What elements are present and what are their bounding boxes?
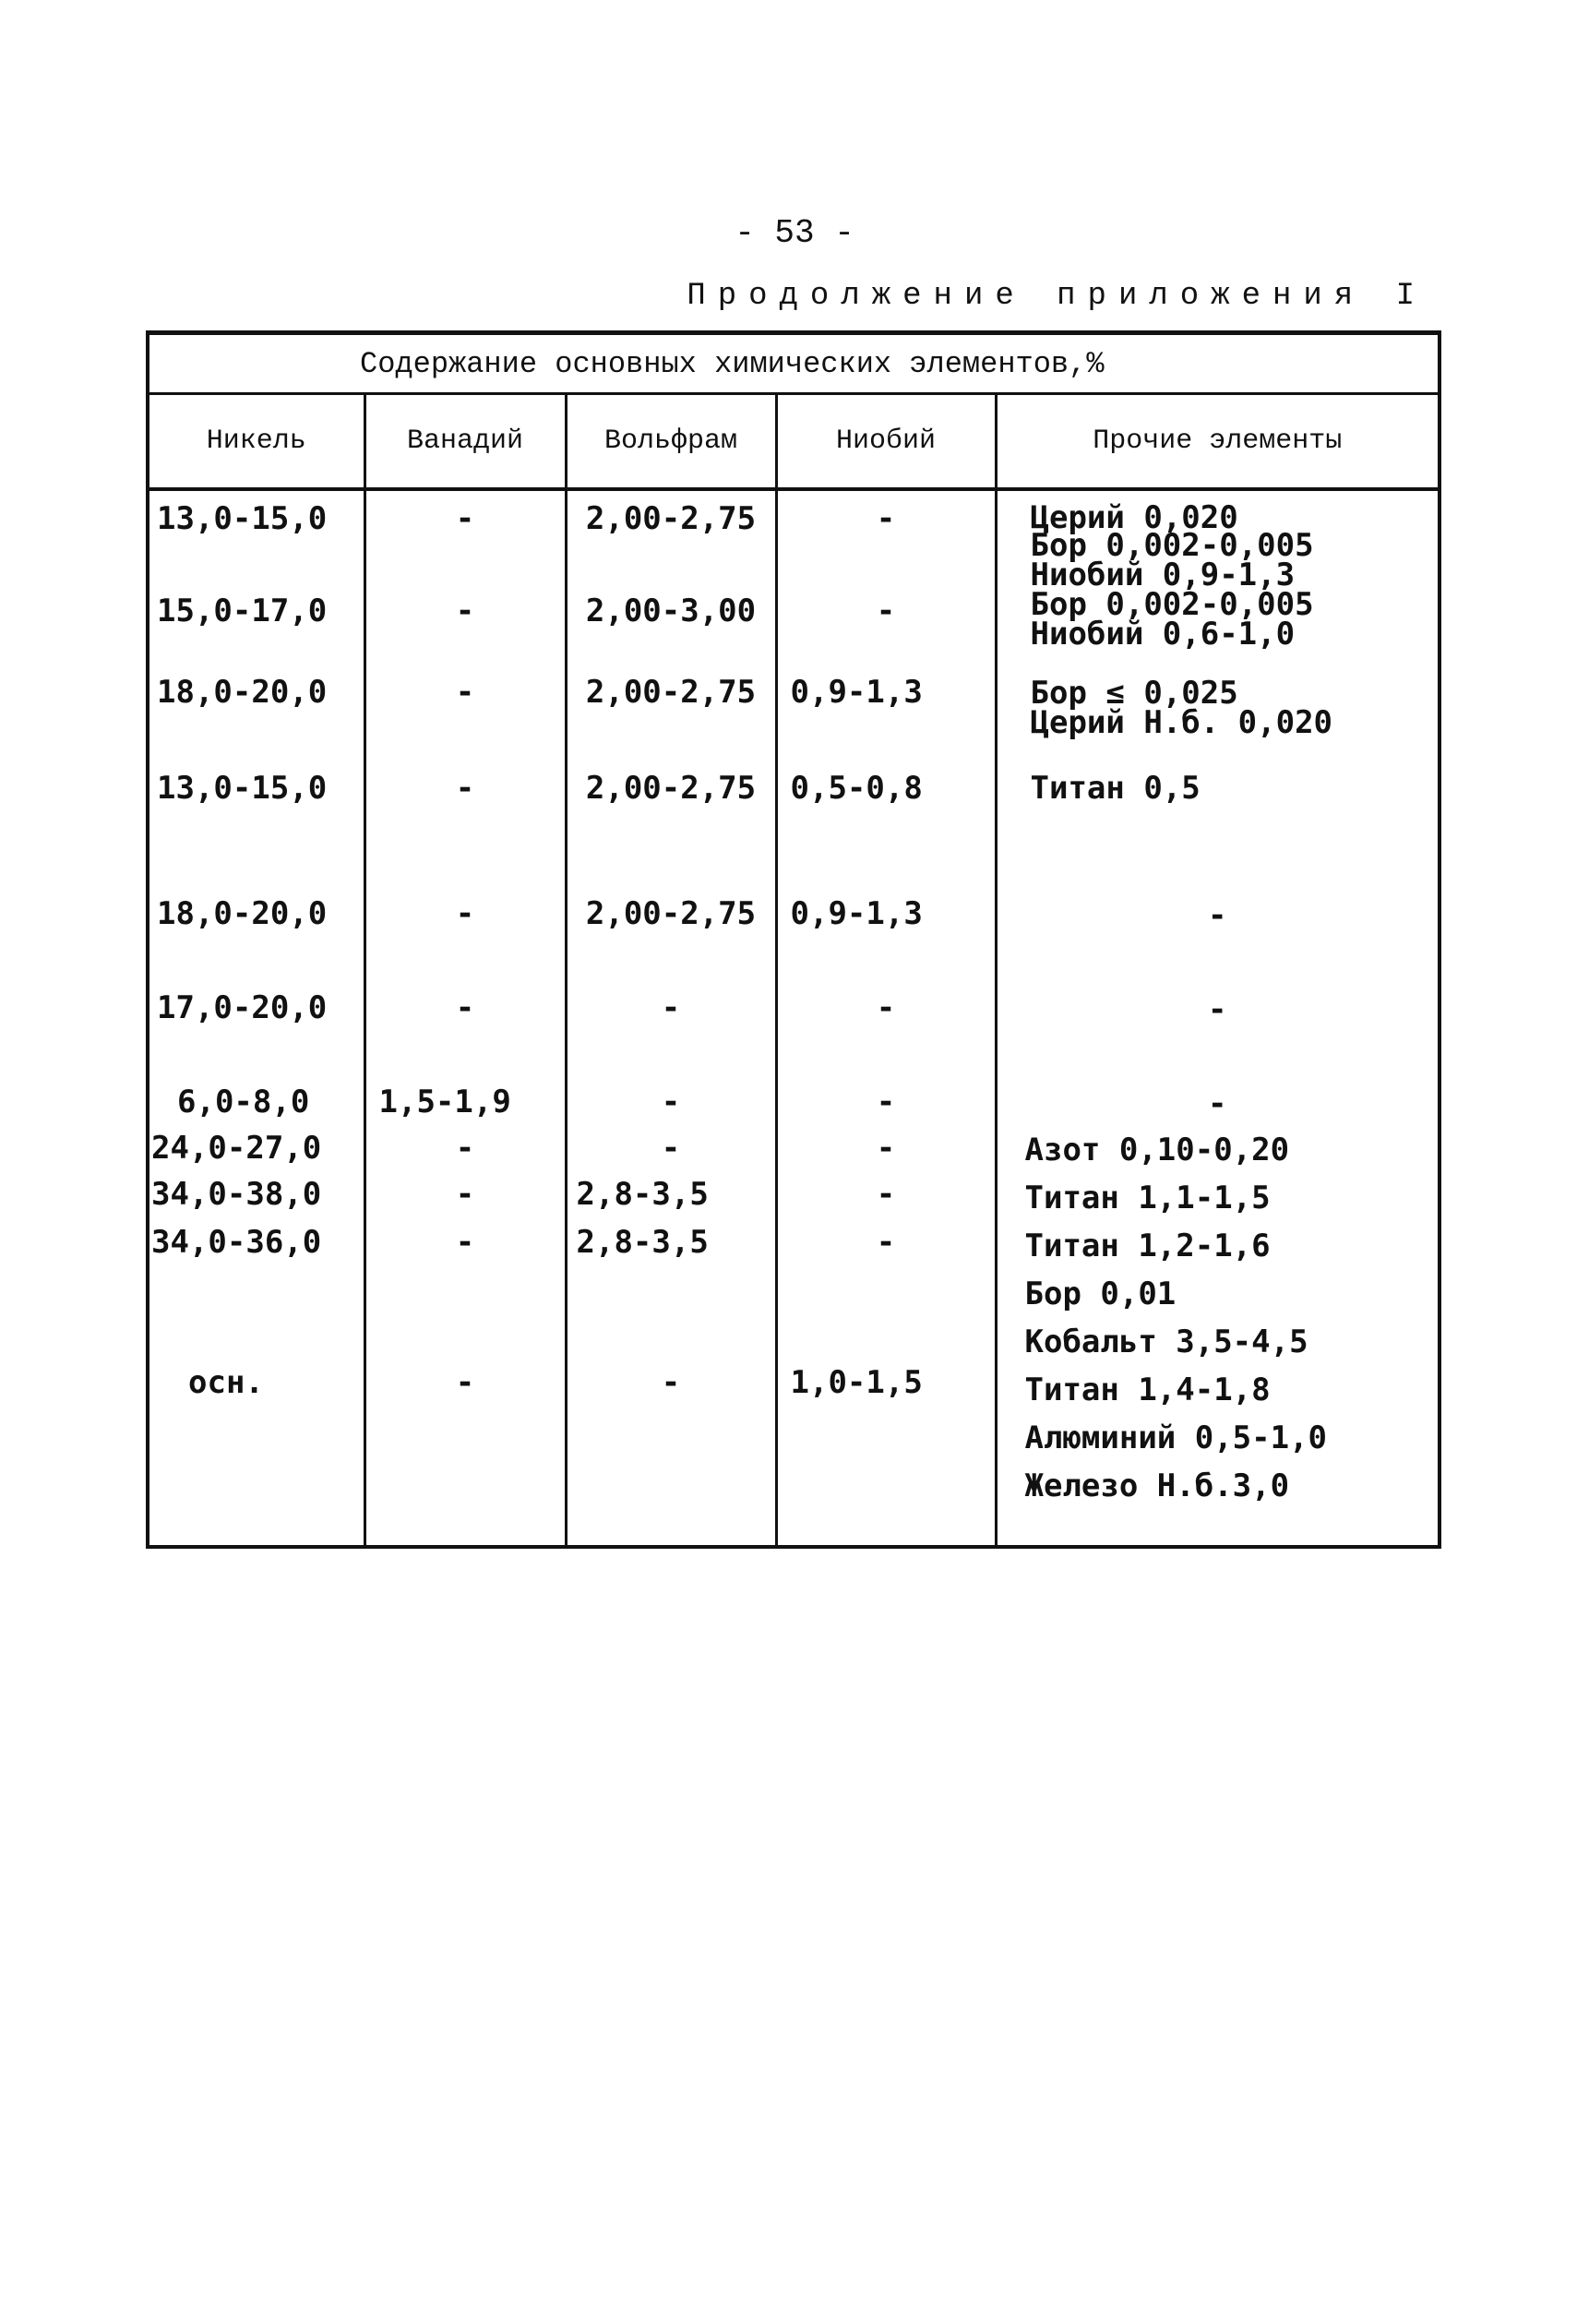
table-cell-niobium: 0,5-0,8 [790, 770, 923, 807]
table-cell-nickel: 17,0-20,0 [157, 989, 328, 1026]
table-cell-other: - [1208, 897, 1227, 934]
column-header-nickel: Никель [148, 394, 364, 490]
table-cell-tungsten: 2,00-2,75 [585, 674, 757, 711]
table-cell-tungsten: - [661, 989, 681, 1026]
table-cell-other: Титан 1,4-1,8 [1024, 1372, 1271, 1408]
table-cell-other: Азот 0,10-0,20 [1024, 1132, 1290, 1168]
table-cell-other: Бор 0,002-0,005 [1030, 527, 1314, 564]
table-cell-tungsten: - [661, 1364, 681, 1401]
table-cell-niobium: 0,9-1,3 [790, 674, 923, 711]
table-cell-other: Железо Н.б.3,0 [1024, 1467, 1290, 1504]
column-header-tungsten: Вольфрам [566, 394, 776, 490]
tungsten-column [566, 489, 776, 1547]
table-cell-niobium: - [876, 593, 896, 629]
table-cell-nickel: 6,0-8,0 [177, 1084, 310, 1120]
table-cell-niobium: - [876, 989, 896, 1026]
other-elements-column [996, 489, 1440, 1547]
column-header-vanadium: Ванадий [364, 394, 566, 490]
continuation-heading: Продолжение приложения I [687, 279, 1427, 314]
table-cell-nickel: осн. [188, 1364, 264, 1401]
table-cell-other: Ниобий 0,6-1,0 [1030, 616, 1296, 653]
table-cell-nickel: 24,0-27,0 [151, 1130, 322, 1167]
table-cell-vanadium: 1,5-1,9 [378, 1084, 511, 1120]
table-cell-other: Бор 0,01 [1024, 1276, 1177, 1312]
table-caption: Содержание основных химических элементов,% [148, 333, 1440, 394]
table-cell-niobium: - [876, 1130, 896, 1167]
niobium-column [776, 489, 996, 1547]
table-cell-other: Бор 0,002-0,005 [1030, 586, 1314, 623]
vanadium-column [364, 489, 566, 1547]
table-cell-tungsten: 2,8-3,5 [576, 1176, 709, 1213]
table-cell-nickel: 13,0-15,0 [157, 770, 328, 807]
table-cell-other: Алюминий 0,5-1,0 [1024, 1420, 1328, 1456]
table-cell-vanadium: - [455, 500, 475, 537]
table-cell-nickel: 15,0-17,0 [157, 593, 328, 629]
table-cell-vanadium: - [455, 989, 475, 1026]
table-cell-other: Кобальт 3,5-4,5 [1024, 1324, 1308, 1360]
table-cell-vanadium: - [455, 674, 475, 711]
table-cell-vanadium: - [455, 895, 475, 932]
table-cell-niobium: - [876, 1224, 896, 1261]
table-cell-nickel: 13,0-15,0 [157, 500, 328, 537]
page-number: - 53 - [735, 214, 854, 252]
table-cell-nickel: 18,0-20,0 [157, 895, 328, 932]
table-cell-nickel: 18,0-20,0 [157, 674, 328, 711]
table-cell-vanadium: - [455, 770, 475, 807]
table-cell-other: Титан 0,5 [1030, 770, 1201, 807]
table-cell-vanadium: - [455, 1224, 475, 1261]
nickel-column [148, 489, 364, 1547]
table-cell-nickel: 34,0-36,0 [151, 1224, 322, 1261]
table-cell-niobium: - [876, 1084, 896, 1120]
table-cell-tungsten: - [661, 1084, 681, 1120]
table-cell-vanadium: - [455, 593, 475, 629]
table-cell-other: Бор ≤ 0,025 [1030, 675, 1238, 712]
table-cell-tungsten: 2,00-2,75 [585, 770, 757, 807]
table-cell-other: Титан 1,2-1,6 [1024, 1228, 1271, 1264]
table-cell-other: Церий Н.б. 0,020 [1030, 704, 1333, 741]
table-cell-other: Титан 1,1-1,5 [1024, 1180, 1271, 1216]
table-cell-niobium: - [876, 1176, 896, 1213]
table-cell-nickel: 34,0-38,0 [151, 1176, 322, 1213]
table-cell-tungsten: - [661, 1130, 681, 1167]
column-header-other: Прочие элементы [996, 394, 1440, 490]
table-cell-niobium: - [876, 500, 896, 537]
table-cell-other: Ниобий 0,9-1,3 [1030, 557, 1296, 593]
table-cell-other: Церий 0,020 [1030, 499, 1238, 536]
composition-table [146, 330, 1441, 1549]
table-cell-tungsten: 2,00-3,00 [585, 593, 757, 629]
table-cell-tungsten: 2,8-3,5 [576, 1224, 709, 1261]
table-cell-other: - [1208, 991, 1227, 1028]
table-cell-niobium: 0,9-1,3 [790, 895, 923, 932]
table-cell-tungsten: 2,00-2,75 [585, 500, 757, 537]
table-cell-niobium: 1,0-1,5 [790, 1364, 923, 1401]
table-cell-tungsten: 2,00-2,75 [585, 895, 757, 932]
table-cell-other: - [1208, 1085, 1227, 1122]
table-cell-vanadium: - [455, 1176, 475, 1213]
column-header-niobium: Ниобий [776, 394, 996, 490]
table-cell-vanadium: - [455, 1130, 475, 1167]
table-cell-vanadium: - [455, 1364, 475, 1401]
